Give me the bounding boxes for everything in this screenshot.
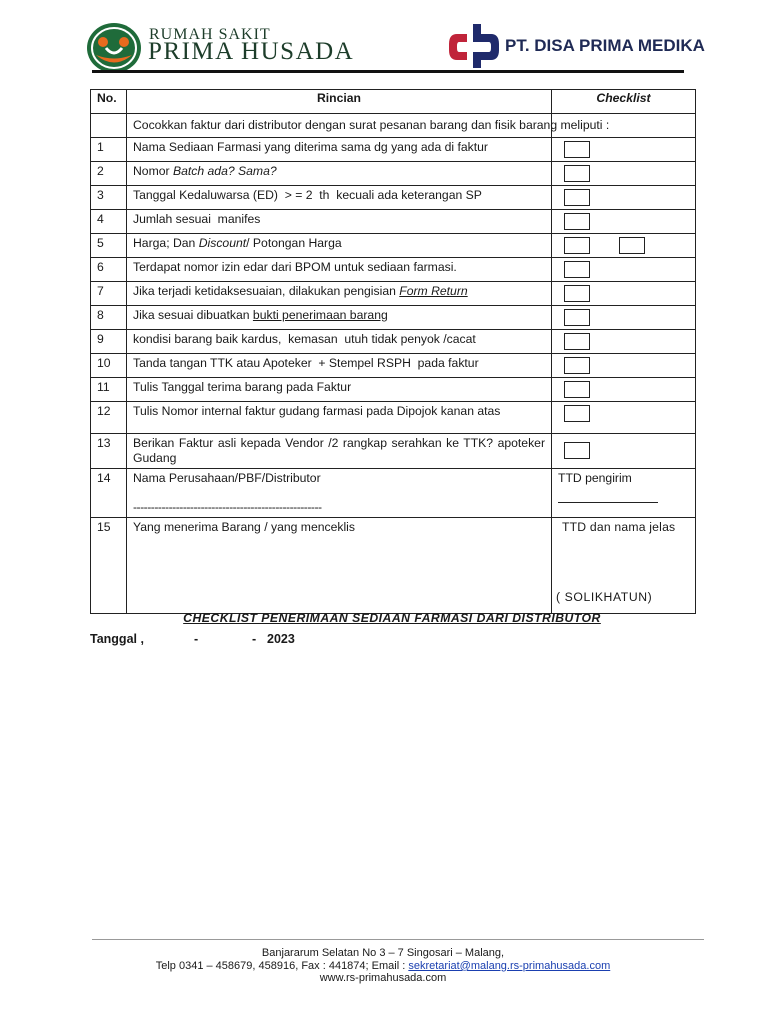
sender-signature-line[interactable] xyxy=(558,498,658,503)
footer-address: Banjararum Selatan No 3 – 7 Singosari – Malang, xyxy=(261,947,505,959)
checkbox[interactable] xyxy=(564,442,590,459)
checkbox[interactable] xyxy=(564,189,590,206)
row-number: 5 xyxy=(91,234,127,258)
table-row xyxy=(91,210,696,234)
row-text: Nama Perusahaan/PBF/Distributor xyxy=(133,471,321,485)
row-text: Tanggal Kedaluwarsa (ED) > = 2 th kecuali ada keterangan SP xyxy=(127,186,552,210)
table-row xyxy=(91,234,696,258)
form-return-link: Form Return xyxy=(399,284,468,298)
checkbox[interactable] xyxy=(564,141,590,158)
row-text: Harga; Dan Discount/ Potongan Harga xyxy=(127,234,552,258)
row-number: 3 xyxy=(91,186,127,210)
table-row xyxy=(91,162,696,186)
row-number: 8 xyxy=(91,306,127,330)
row-text: Yang menerima Barang / yang menceklis xyxy=(127,518,552,614)
footer-divider xyxy=(92,939,704,940)
row-number: 2 xyxy=(91,162,127,186)
form-title: CHECKLIST PENERIMAAN SEDIAAN FARMASI DARI DISTRIBUTOR xyxy=(183,611,601,625)
checkbox[interactable] xyxy=(564,213,590,230)
footer-contact: Telp 0341 – 458679, 458916, Fax : 441874; Email : sekretariat@malang.rs-primahusada.com xyxy=(155,960,611,972)
receiver-signature-label: TTD dan nama jelas xyxy=(562,520,676,534)
hospital-logo xyxy=(86,22,142,74)
row-number: 10 xyxy=(91,354,127,378)
table-row xyxy=(91,138,696,162)
row-text: Jika terjadi ketidaksesuaian, dilakukan pengisian Form Return xyxy=(127,282,552,306)
row-number: 11 xyxy=(91,378,127,402)
row-text: Terdapat nomor izin edar dari BPOM untuk sediaan farmasi. xyxy=(127,258,552,282)
row-text: Tulis Nomor internal faktur gudang farmasi pada Dipojok kanan atas xyxy=(127,402,552,434)
date-label: Tanggal , xyxy=(90,632,144,646)
company-logo xyxy=(445,20,503,72)
col-header-no: No. xyxy=(91,90,127,114)
row-text: Nama Sediaan Farmasi yang diterima sama dg yang ada di faktur xyxy=(127,138,552,162)
sender-signature-label: TTD pengirim xyxy=(558,471,632,485)
row-text: Tulis Tanggal terima barang pada Faktur xyxy=(127,378,552,402)
table-row xyxy=(91,378,696,402)
table-row xyxy=(91,402,696,434)
checkbox[interactable] xyxy=(564,405,590,422)
table-row xyxy=(91,434,696,469)
distributor-name-blank[interactable]: ----------------------------------------------------- xyxy=(133,500,322,514)
col-header-checklist: Checklist xyxy=(552,90,696,114)
date-separator: - xyxy=(194,632,199,646)
hospital-name: PRIMA HUSADA xyxy=(148,38,355,65)
row-number: 7 xyxy=(91,282,127,306)
date-year: 2023 xyxy=(267,632,295,646)
table-row xyxy=(91,354,696,378)
header-divider xyxy=(92,70,684,73)
checkbox[interactable] xyxy=(564,165,590,182)
footer-email-link[interactable]: sekretariat@malang.rs-primahusada.com xyxy=(408,960,611,972)
footer-website: www.rs-primahusada.com xyxy=(319,972,447,984)
table-header-row xyxy=(91,90,696,114)
company-name: PT. DISA PRIMA MEDIKA xyxy=(505,36,705,55)
checkbox[interactable] xyxy=(619,237,645,254)
table-row xyxy=(91,186,696,210)
receiver-name: ( SOLIKHATUN) xyxy=(556,590,653,604)
checkbox[interactable] xyxy=(564,381,590,398)
row-number: 4 xyxy=(91,210,127,234)
row-text: Tanda tangan TTK atau Apoteker + Stempel RSPH pada faktur xyxy=(127,354,552,378)
table-row xyxy=(91,330,696,354)
checklist-table xyxy=(90,89,696,614)
row-number: 6 xyxy=(91,258,127,282)
row-text: kondisi barang baik kardus, kemasan utuh tidak penyok /cacat xyxy=(127,330,552,354)
checkbox[interactable] xyxy=(564,357,590,374)
checkbox[interactable] xyxy=(564,309,590,326)
row-text: Jika sesuai dibuatkan bukti penerimaan barang xyxy=(127,306,552,330)
intro-text: Cocokkan faktur dari distributor dengan surat pesanan barang dan fisik barang meliputi : xyxy=(127,114,552,138)
table-row xyxy=(91,306,696,330)
table-row xyxy=(91,469,696,518)
table-row xyxy=(91,518,696,614)
checkbox[interactable] xyxy=(564,333,590,350)
date-separator: - xyxy=(252,632,257,646)
col-header-rincian: Rincian xyxy=(127,90,552,114)
row-number: 1 xyxy=(91,138,127,162)
row-number: 14 xyxy=(91,469,127,518)
table-row xyxy=(91,258,696,282)
checkbox[interactable] xyxy=(564,237,590,254)
row-number: 13 xyxy=(91,434,127,469)
row-text: Jumlah sesuai manifes xyxy=(127,210,552,234)
row-number: 15 xyxy=(91,518,127,614)
row-number: 12 xyxy=(91,402,127,434)
table-row xyxy=(91,282,696,306)
hospital-name-small: RUMAH SAKIT xyxy=(149,26,271,43)
table-row-intro xyxy=(91,114,696,138)
checkbox[interactable] xyxy=(564,261,590,278)
row-text: Berikan Faktur asli kepada Vendor /2 rangkap serahkan ke TTK? apoteker Gudang xyxy=(127,434,552,469)
row-text: Nomor Batch ada? Sama? xyxy=(127,162,552,186)
checkbox[interactable] xyxy=(564,285,590,302)
row-number: 9 xyxy=(91,330,127,354)
